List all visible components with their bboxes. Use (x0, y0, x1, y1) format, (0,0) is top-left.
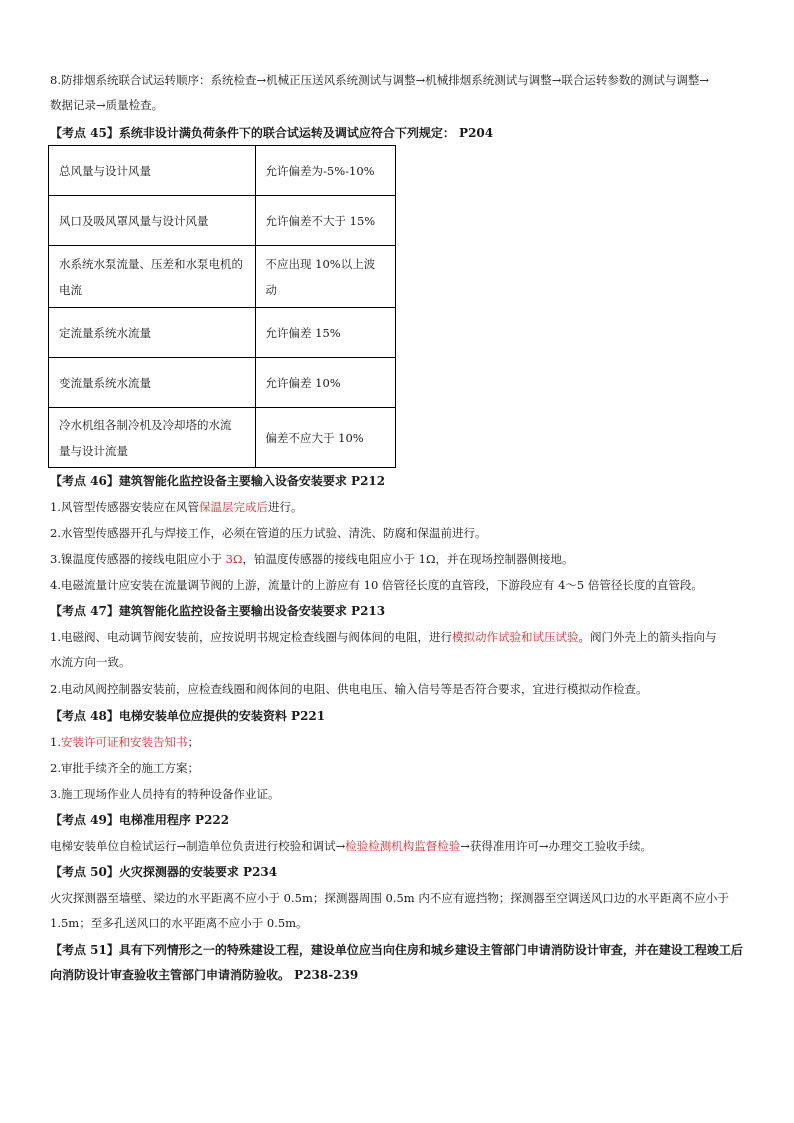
k49-text (50, 834, 746, 859)
k45-table (48, 145, 396, 468)
text-run: 电梯安装单位自检试运行→制造单位负责进行校验和调试→ (50, 839, 346, 853)
highlight-text: 检验检测机构监督检验 (345, 839, 461, 853)
text-run: ，铂温度传感器的接线电阻应小于 1Ω，并在现场控制器侧接地。 (242, 552, 574, 566)
k46-item-4: 4.电磁流量计应安装在流量调节阀的上游，流量计的上游应有 10 倍管径长度的直管段，下游段应有 4～5 倍管径长度的直管段。 (50, 578, 703, 592)
text-run: 1.风管型传感器安装应在风管 (50, 500, 199, 514)
k48-heading: 【考点 48】电梯安装单位应提供的安装资料 P221 (50, 709, 326, 723)
table-cell-item-line: 电流 (59, 282, 82, 297)
intro-line-2: 数据记录→质量检查。 (50, 98, 164, 112)
highlight-text: 保温层完成后 (198, 500, 268, 514)
table-row (49, 246, 396, 308)
table-cell-requirement: 允许偏差 15% (255, 308, 396, 358)
k50-heading: 【考点 50】火灾探测器的安装要求 P234 (50, 865, 278, 879)
table-row (49, 308, 396, 358)
table-cell-item-line: 冷水机组各制冷机及冷却塔的水流 (59, 417, 232, 432)
table-cell-requirement: 不应出现 10%以上波动 (255, 246, 396, 308)
k46-heading: 【考点 46】建筑智能化监控设备主要输入设备安装要求 P212 (50, 474, 386, 488)
table-cell-item-line: 水系统水泵流量、压差和水泵电机的 (59, 256, 243, 271)
text-run: 1.5m；至多孔送风口的水平距离不应小于 0.5m。 (50, 916, 308, 930)
table-cell-item: 定流量系统水流量 (49, 308, 256, 358)
table-row (49, 146, 396, 196)
text-run: 火灾探测器至墙壁、梁边的水平距离不应小于 0.5m；探测器周围 0.5m 内不应有遮挡物；探测器至空调送风口边的水平距离不应小于 (50, 891, 729, 905)
highlight-text: 模拟动作试验和试压试验 (451, 630, 579, 644)
k45-heading: 【考点 45】系统非设计满负荷条件下的联合试运转及调试应符合下列规定： P204 (50, 126, 494, 140)
table-cell-item (49, 246, 256, 308)
k47-heading: 【考点 47】建筑智能化监控设备主要输出设备安装要求 P213 (50, 604, 386, 618)
table-cell-item-line: 量与设计流量 (59, 443, 128, 458)
k47-item-1 (50, 625, 746, 675)
table-cell-item (49, 408, 256, 468)
text-run: 1.电磁阀、电动调节阀安装前，应按说明书规定检查线圈与阀体间的电阻，进行 (50, 630, 452, 644)
k48-item-2: 2.审批手续齐全的施工方案； (50, 761, 199, 775)
k47-item-2: 2.电动风阀控制器安装前，应检查线圈和阀体间的电阻、供电电压、输入信号等是否符合要求，宜进行模拟动作检查。 (50, 682, 648, 696)
text-run: 。阀门外壳上的箭头指向与 (578, 630, 717, 644)
text-run: →获得准用许可→办理交工验收手续。 (460, 839, 653, 853)
table-cell-requirement: 允许偏差 10% (255, 358, 396, 408)
text-run: 向消防设计审查验收主管部门申请消防验收。 P238-239 (50, 968, 359, 982)
table-cell-item: 总风量与设计风量 (49, 146, 256, 196)
table-cell-requirement: 偏差不应大于 10% (255, 408, 396, 468)
table-row (49, 196, 396, 246)
text-run: 3.镍温度传感器的接线电阻应小于 (50, 552, 226, 566)
table-row (49, 408, 396, 468)
intro-paragraph (50, 68, 746, 118)
table-cell-item: 风口及吸风罩风量与设计风量 (49, 196, 256, 246)
k51-heading (50, 938, 750, 988)
k50-text (50, 886, 746, 936)
highlight-text: 3Ω (225, 552, 243, 566)
table-cell-item: 变流量系统水流量 (49, 358, 256, 408)
text-run: 1. (50, 735, 61, 749)
k46-item-3 (50, 547, 746, 572)
text-run: 进行。 (267, 500, 303, 514)
text-run: ； (187, 735, 199, 749)
text-run: 水流方向一致。 (50, 655, 131, 669)
text-run: 【考点 51】具有下列情形之一的特殊建设工程，建设单位应当向住房和城乡建设主管部门申请消防设计审查，并在建设工程竣工后 (50, 943, 743, 957)
table-cell-requirement: 允许偏差不大于 15% (255, 196, 396, 246)
intro-line-1: 8.防排烟系统联合试运转顺序：系统检查→机械正压送风系统测试与调整→机械排烟系统测试与调整→联合运转参数的测试与调整→ (50, 73, 710, 87)
k49-heading: 【考点 49】电梯准用程序 P222 (50, 813, 230, 827)
highlight-text: 安装许可证和安装告知书 (60, 735, 188, 749)
table-row (49, 358, 396, 408)
k48-item-3: 3.施工现场作业人员持有的特种设备作业证。 (50, 787, 280, 801)
k46-item-2: 2.水管型传感器开孔与焊接工作，必须在管道的压力试验、清洗、防腐和保温前进行。 (50, 526, 487, 540)
k46-item-1 (50, 495, 746, 520)
k48-item-1 (50, 730, 746, 755)
table-cell-requirement: 允许偏差为-5%-10% (255, 146, 396, 196)
